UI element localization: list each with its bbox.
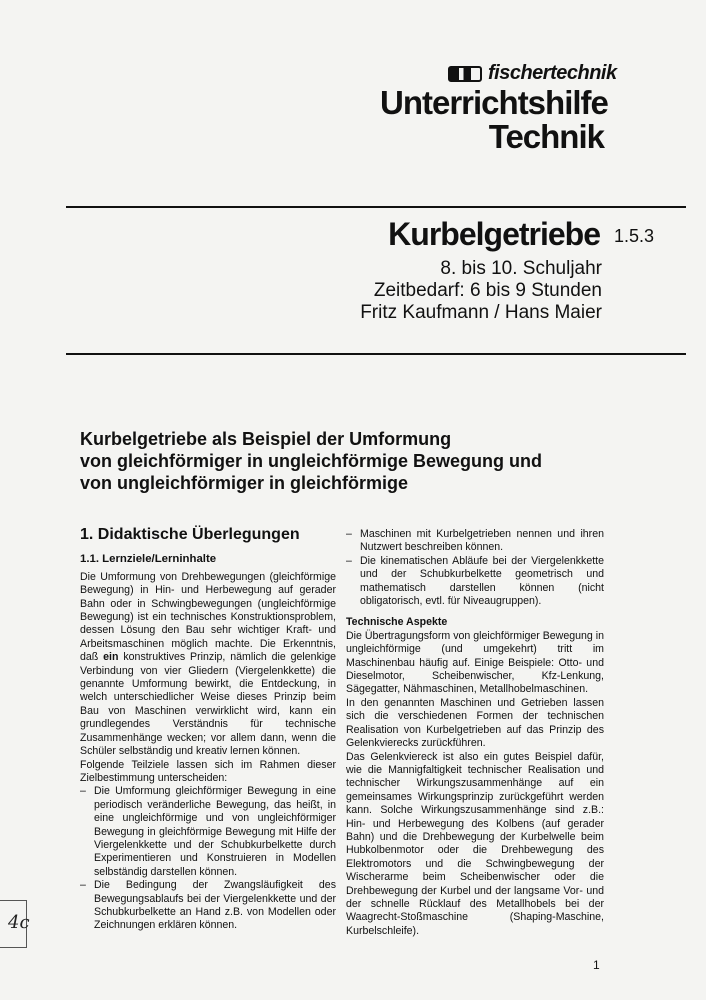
brand-name: fischertechnik [488, 62, 617, 84]
paragraph-technical-2: In den genannten Maschinen und Getrieben lassen sich die verschiedenen Formen der technischen Realisation von Kurbelgetrieben auf das Prinzip des Gelenkvierecks zurückführen. [346, 696, 604, 750]
brand [448, 62, 617, 85]
main-heading [80, 428, 660, 494]
list-item: – Maschinen mit Kurbelgetrieben nennen und ihren Nutzwert beschreiben können. [346, 528, 604, 555]
technical-aspects-heading: Technische Aspekte [346, 616, 448, 629]
module-title: Kurbelgetriebe [388, 216, 600, 252]
section-heading: 1. Didaktische Überlegungen [80, 526, 300, 543]
module-number: 1.5.3 [614, 226, 655, 246]
page-number: 1 [593, 958, 600, 972]
left-column [80, 528, 336, 933]
handwritten-margin-note: 4c [8, 912, 30, 933]
paragraph-intro [80, 571, 336, 759]
series-title [380, 84, 608, 155]
series-title-line2: Technik [488, 118, 604, 155]
module-authors: Fritz Kaufmann / Hans Maier [360, 302, 602, 323]
module-grades: 8. bis 10. Schuljahr [440, 258, 602, 279]
goal-list [80, 785, 336, 932]
main-heading-line1: Kurbelgetriebe als Beispiel der Umformung [80, 429, 452, 449]
paragraph-intro-part1: Die Umformung von Drehbewegungen (gleichförmige Bewegung) in Hin- und Herbewegung auf gerader Bahn oder in Schwingbewegungen (ungleichförmige Bewegung) ist ein technisches Konstruktionsproblem, dessen Lösung den Bau sehr wichtiger Kraft- und Arbeitsmaschinen möglich machte. Die Erkenntnis, daß [80, 570, 336, 664]
divider-top [66, 206, 686, 208]
subsection-heading: 1.1. Lernziele/Lerninhalte [80, 553, 217, 566]
paragraph-goals: Folgende Teilziele lassen sich im Rahmen dieser Zielbestimmung unterscheiden: [80, 758, 336, 784]
fischertechnik-logo-icon [448, 66, 482, 82]
main-heading-line2: von gleichförmiger in ungleichförmige Bewegung und [80, 451, 543, 471]
series-title-line1: Unterrichtshilfe [380, 84, 608, 121]
list-item: – Die Umformung gleichförmiger Bewegung in eine periodisch veränderliche Bewegung, das heißt, in eine ungleichförmige und von ungleichförmiger Bewegung in gleichförmige Bewegung mit Hilfe der Viergelenkkette und der Schubkurbelkette durch Experimentieren und Konstruieren in Modellen selbständig darstellen können. [80, 785, 336, 879]
right-column [346, 528, 604, 938]
paragraph-technical-1: Die Übertragungsform von gleichförmiger Bewegung in ungleichförmige (und umgekehrt) tritt im Maschinenbau häufig auf. Einige Beispiele: Otto- und Dieselmotor, Scheibenwischer, Kfz-Lenkung, Sägegatter, Nähmaschinen, Metallhobelmaschinen. [346, 629, 604, 696]
goal-list-continued [346, 528, 604, 608]
list-item: – Die kinematischen Abläufe bei der Viergelenkkette und der Schubkurbelkette geometrisch und mathematisch darstellen können (nicht obligatorisch, evtl. für Niveaugruppen). [346, 555, 604, 609]
module-meta [300, 258, 602, 324]
divider-middle [66, 353, 686, 355]
paragraph-intro-part2: konstruktives Prinzip, nämlich die gelenkige Verbindung von vier Gliedern (Viergelenkkette) die genannte Umformung bewirkt, die Entdeckung, in welch unterschiedlicher Weise dieses Prinzip beim Bau von Maschinen verwirklicht wird, kann ein grundlegendes Verständnis für technische Zusammenhänge wecken; vor allem dann, wenn die Schüler selbständig und kreativ lernen können. [80, 651, 337, 758]
list-item: – Die Bedingung der Zwangsläufigkeit des Bewegungsablaufs bei der Viergelenkkette und der Schubkurbelkette an Hand z.B. von Modellen oder Zeichnungen erklären können. [80, 879, 336, 933]
main-heading-line3: von ungleichförmiger in gleichförmige [80, 473, 409, 493]
module-time: Zeitbedarf: 6 bis 9 Stunden [373, 280, 602, 301]
paragraph-intro-emphasis: ein [103, 651, 119, 664]
paragraph-technical-3: Das Gelenkviereck ist also ein gutes Beispiel dafür, wie die Mannigfaltigkeit technischer Realisation und technischer Wirkungszusammenhänge auf ein gemeinsames Wirkungsprinzip zurückgeführt werden kann. Solche Wirkungszusammenhänge sind z.B.: Hin- und Herbewegung des Kolbens (auf gerader Bahn) und die Drehbewegung der Kurbelwelle beim Hubkolbenmotor oder die Drehbewegung des Elektromotors und die Schwingbewegung der Wischerarme beim Scheibenwischer oder die Drehbewegung der Kurbel und der langsame Vor- und der schnelle Rücklauf des Metallhobels bei der Waagrecht-Stoßmaschine (Shaping-Maschine, Kurbelschleife). [346, 750, 604, 937]
